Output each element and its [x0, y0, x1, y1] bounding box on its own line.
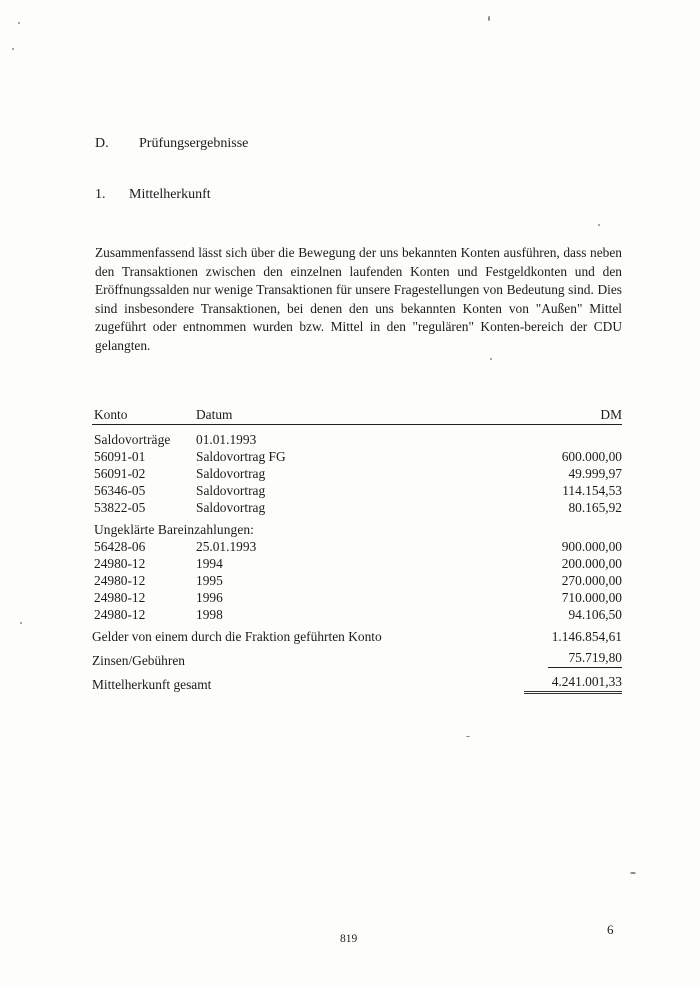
cell-konto: 24980-12	[94, 556, 146, 571]
cell-dm: 900.000,00	[561, 539, 622, 554]
group-label: Ungeklärte Bareinzahlungen:	[94, 522, 254, 537]
cell-datum: Saldovortrag	[196, 500, 266, 515]
total-dm: 4.241.001,33	[524, 673, 622, 694]
zinsen-label: Zinsen/Gebühren	[92, 653, 185, 668]
cell-dm: 94.106,50	[568, 607, 622, 622]
total-label: Mittelherkunft gesamt	[92, 677, 212, 692]
zinsen-row	[92, 649, 622, 673]
group-date: 01.01.1993	[196, 432, 257, 447]
scan-speck	[488, 16, 490, 21]
header-dm: DM	[600, 407, 622, 422]
cell-konto: 56091-01	[94, 449, 146, 464]
group-row-saldo	[92, 431, 622, 448]
cell-dm: 114.154,53	[562, 483, 622, 498]
table-row	[92, 555, 622, 572]
section-letter: D.	[95, 136, 109, 151]
scan-speck	[598, 224, 600, 226]
cell-datum: Saldovortrag	[196, 483, 266, 498]
cell-datum: 1998	[196, 607, 223, 622]
fraktion-dm: 1.146.854,61	[551, 629, 622, 644]
zinsen-dm: 75.719,80	[548, 649, 622, 668]
total-row	[92, 673, 622, 697]
group-row-bareinzahlungen	[92, 521, 622, 538]
cell-konto: 24980-12	[94, 590, 146, 605]
cell-dm: 270.000,00	[561, 573, 622, 588]
subsection-title: Mittelherkunft	[129, 187, 211, 202]
scan-speck	[466, 736, 470, 737]
body-paragraph: Zusammenfassend lässt sich über die Bewegung der uns bekannten Konten ausführen, dass neben den Transaktionen zwischen den einzelnen laufenden Konten und Festgeldkonten und den Eröffnungssalden nur wenige Transaktionen für unsere Fragestellungen von Bedeutung sind. Dies sind insbesondere Transaktionen, bei denen den uns bekannten Konten von "Außen" Mittel zugeführt oder entnommen wurden bzw. Mittel in den "regulären" Konten-bereich der CDU gelangten.	[95, 245, 622, 353]
table-row	[92, 538, 622, 555]
cell-datum: 1994	[196, 556, 223, 571]
fraktion-row	[92, 625, 622, 649]
table-row	[92, 572, 622, 589]
cell-dm: 80.165,92	[568, 500, 622, 515]
scan-speck	[490, 358, 492, 360]
cell-konto: 56091-02	[94, 466, 146, 481]
cell-datum: 1996	[196, 590, 223, 605]
subsection-heading	[95, 187, 211, 203]
cell-konto: 53822-05	[94, 500, 146, 515]
cell-dm: 710.000,00	[561, 590, 622, 605]
table-row	[92, 448, 622, 465]
table-row	[92, 589, 622, 606]
funds-table	[92, 406, 622, 697]
header-konto: Konto	[94, 407, 128, 422]
cell-datum: Saldovortrag	[196, 466, 266, 481]
table-header	[92, 406, 622, 425]
table-row	[92, 499, 622, 516]
cell-dm: 49.999,97	[568, 466, 622, 481]
cell-dm: 600.000,00	[561, 449, 622, 464]
cell-datum: 1995	[196, 573, 223, 588]
section-heading	[95, 136, 248, 152]
page-number: 819	[340, 933, 358, 945]
cell-konto: 56428-06	[94, 539, 146, 554]
subsection-number: 1.	[95, 187, 106, 202]
cell-datum: 25.01.1993	[196, 539, 257, 554]
fraktion-label: Gelder von einem durch die Fraktion geführten Konto	[92, 629, 382, 644]
scan-speck	[630, 872, 636, 874]
section-title: Prüfungsergebnisse	[139, 136, 249, 151]
group-label: Saldovorträge	[94, 432, 171, 447]
table-row	[92, 606, 622, 623]
page-number-right: 6	[607, 922, 614, 937]
cell-konto: 56346-05	[94, 483, 146, 498]
header-datum: Datum	[196, 407, 233, 422]
table-row	[92, 482, 622, 499]
cell-konto: 24980-12	[94, 607, 146, 622]
scan-speck	[20, 622, 22, 624]
table-row	[92, 465, 622, 482]
cell-datum: Saldovortrag FG	[196, 449, 286, 464]
cell-konto: 24980-12	[94, 573, 146, 588]
cell-dm: 200.000,00	[561, 556, 622, 571]
scan-speck	[12, 48, 14, 50]
scan-speck	[18, 22, 20, 24]
